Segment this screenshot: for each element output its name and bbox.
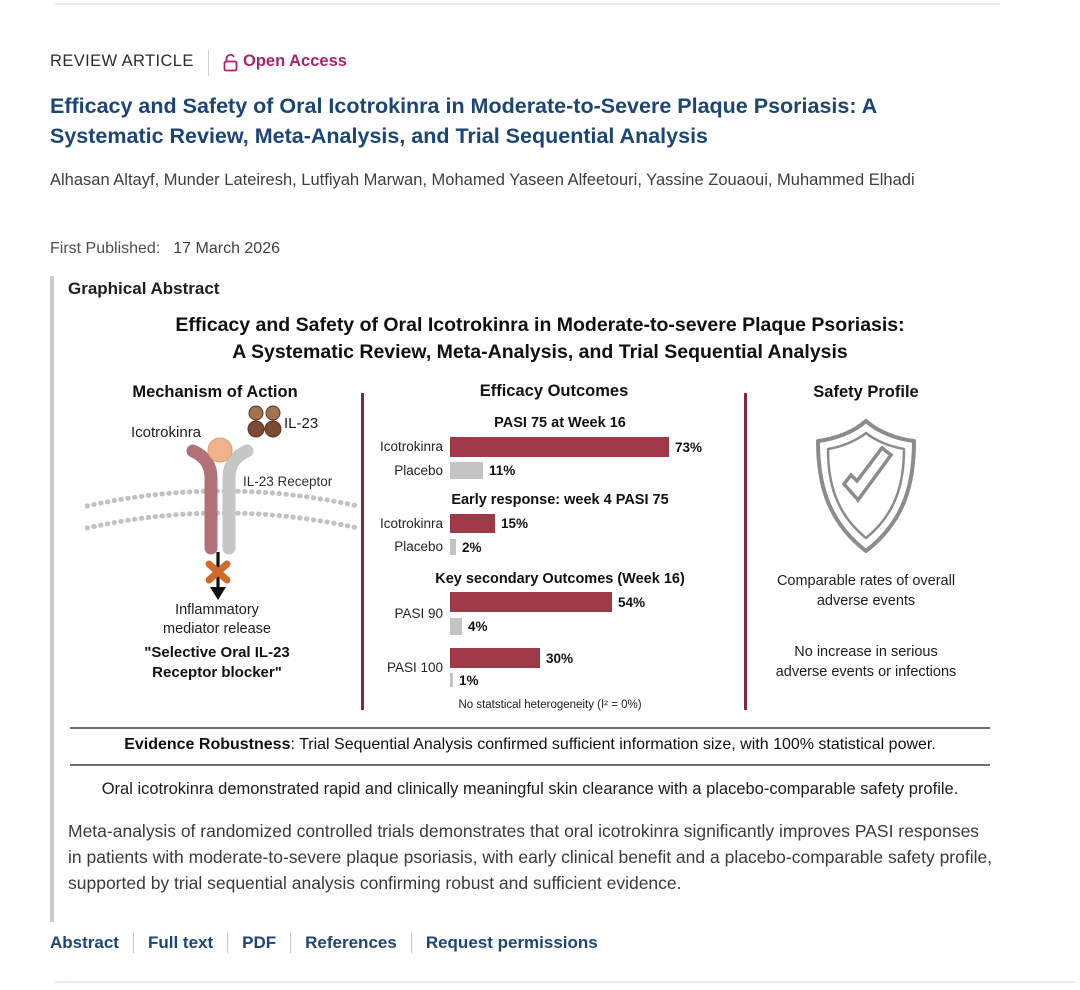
article-action-links — [50, 933, 598, 953]
evidence-text: : Trial Sequential Analysis confirmed sufficient information size, with 100% statistical power. — [290, 736, 936, 753]
bar-value: 1% — [459, 672, 479, 688]
bar-value: 2% — [462, 539, 482, 555]
bar-value: 73% — [675, 439, 703, 455]
bar-value: 54% — [618, 594, 646, 610]
evidence-statement — [70, 736, 990, 754]
request-permissions-link[interactable]: Request permissions — [425, 933, 598, 952]
first-published-label: First Published: — [50, 240, 161, 257]
il23-molecule-icon — [248, 406, 281, 437]
bar-value: 11% — [489, 463, 516, 478]
bar-value: 15% — [501, 516, 529, 531]
first-published-date: 17 March 2026 — [173, 240, 280, 257]
footer-separator — [411, 933, 412, 953]
bar — [450, 462, 483, 479]
footer-separator — [227, 933, 228, 953]
bar-value: 4% — [468, 619, 488, 634]
bar — [450, 514, 495, 533]
evidence-rule-bottom — [70, 764, 990, 766]
panel-divider-left — [361, 393, 364, 710]
bar — [450, 618, 462, 635]
graphical-abstract-heading: Graphical Abstract — [68, 279, 220, 298]
tagline-line2: Receptor blocker" — [152, 664, 282, 681]
icotrokinra-label: Icotrokinra — [131, 424, 202, 441]
author-list: Alhasan Altayf, Munder Lateiresh, Lutfiyah Marwan, Mohamed Yaseen Alfeetouri, Yassine Zouaoui, Muhammed Elhadi — [50, 171, 915, 189]
bar-row — [450, 673, 479, 687]
safety-point-1: Comparable rates of overall adverse events — [776, 573, 956, 609]
pdf-link[interactable]: PDF — [242, 933, 277, 952]
bar-row — [450, 539, 482, 555]
article-category-label: REVIEW ARTICLE — [50, 52, 194, 70]
il23-label: IL-23 — [284, 415, 319, 432]
receptor-left-arm — [193, 451, 211, 548]
blocked-outcome-line2: mediator release — [163, 621, 271, 637]
article-title: Efficacy and Safety of Oral Icotrokinra in Moderate-to-Severe Plaque Psoriasis: A Systematic Review, Meta-Analysis, and Trial Sequential Analysis — [50, 94, 877, 148]
bar-row — [450, 462, 515, 479]
bar-label: PASI 100 — [386, 660, 443, 675]
safety-heading: Safety Profile — [813, 383, 919, 401]
evidence-label: Evidence Robustness — [124, 736, 291, 753]
chart-footnote: No statstical heterogeneity (I² = 0%) — [458, 699, 642, 711]
abstract-link[interactable]: Abstract — [50, 933, 119, 952]
bar-row — [450, 592, 645, 612]
bar-label: Icotrokinra — [379, 439, 443, 454]
graphical-abstract-left-bar — [50, 276, 54, 922]
chart-subtitle: Early response: week 4 PASI 75 — [451, 492, 669, 508]
figure-title-line1: Efficacy and Safety of Oral Icotrokinra in Moderate-to-severe Plaque Psoriasis: — [175, 314, 905, 336]
footer-separator — [133, 933, 134, 953]
key-summary: Oral icotrokinra demonstrated rapid and clinically meaningful skin clearance with a placebo-comparable safety profile. — [101, 780, 959, 798]
references-link[interactable]: References — [305, 933, 397, 952]
bar — [450, 539, 456, 555]
bar-label: PASI 90 — [394, 606, 443, 621]
tagline-line1: "Selective Oral IL-23 — [144, 644, 290, 661]
figure-title-line2: A Systematic Review, Meta-Analysis, and Trial Sequential Analysis — [232, 341, 848, 363]
bar — [450, 592, 612, 612]
bar-label: Icotrokinra — [379, 516, 443, 531]
chart-subtitle: PASI 75 at Week 16 — [494, 415, 626, 431]
bar-value: 30% — [546, 650, 574, 666]
first-published — [50, 240, 280, 258]
bar-row — [450, 514, 528, 533]
blocked-outcome-line1: Inflammatory — [175, 602, 259, 618]
evidence-rule-top — [70, 727, 990, 729]
efficacy-outcomes-panel — [365, 380, 743, 715]
bar-label: Placebo — [394, 463, 443, 478]
full-text-link[interactable]: Full text — [147, 933, 214, 952]
panel-divider-right — [744, 393, 747, 710]
bar-label: Placebo — [394, 539, 443, 554]
icotrokinra-molecule-icon — [208, 438, 232, 462]
safety-point-2: No increase in serious adverse events or infections — [775, 644, 957, 680]
footer-separator — [290, 933, 291, 953]
il23-receptor-label: IL-23 Receptor — [243, 474, 333, 489]
open-access-lock-icon — [222, 53, 239, 77]
bar — [450, 437, 669, 457]
header-divider — [208, 50, 209, 76]
bar-row — [450, 437, 702, 457]
abstract-paragraph: Meta-analysis of randomized controlled trials demonstrates that oral icotrokinra significantly improves PASI responses in patients with moderate-to-severe plaque psoriasis, with early clinical benefit and a placebo-comparable safety profile, supported by trial sequential analysis confirming robust and sufficient evidence. — [68, 821, 993, 893]
bar-row — [450, 618, 488, 635]
open-access-label: Open Access — [243, 52, 347, 70]
chart-subtitle: Key secondary Outcomes (Week 16) — [435, 571, 685, 587]
blocked-outcome-text — [118, 601, 316, 639]
mechanism-tagline — [118, 643, 316, 683]
receptor-right-arm — [229, 451, 247, 548]
bar — [450, 648, 540, 668]
top-divider — [55, 3, 1000, 5]
efficacy-heading: Efficacy Outcomes — [479, 382, 629, 400]
bottom-divider — [55, 981, 1075, 983]
shield-check-icon — [811, 417, 921, 560]
mechanism-diagram — [85, 400, 360, 607]
mechanism-heading: Mechanism of Action — [132, 383, 298, 401]
bar-row — [450, 648, 573, 668]
bar — [450, 673, 453, 687]
